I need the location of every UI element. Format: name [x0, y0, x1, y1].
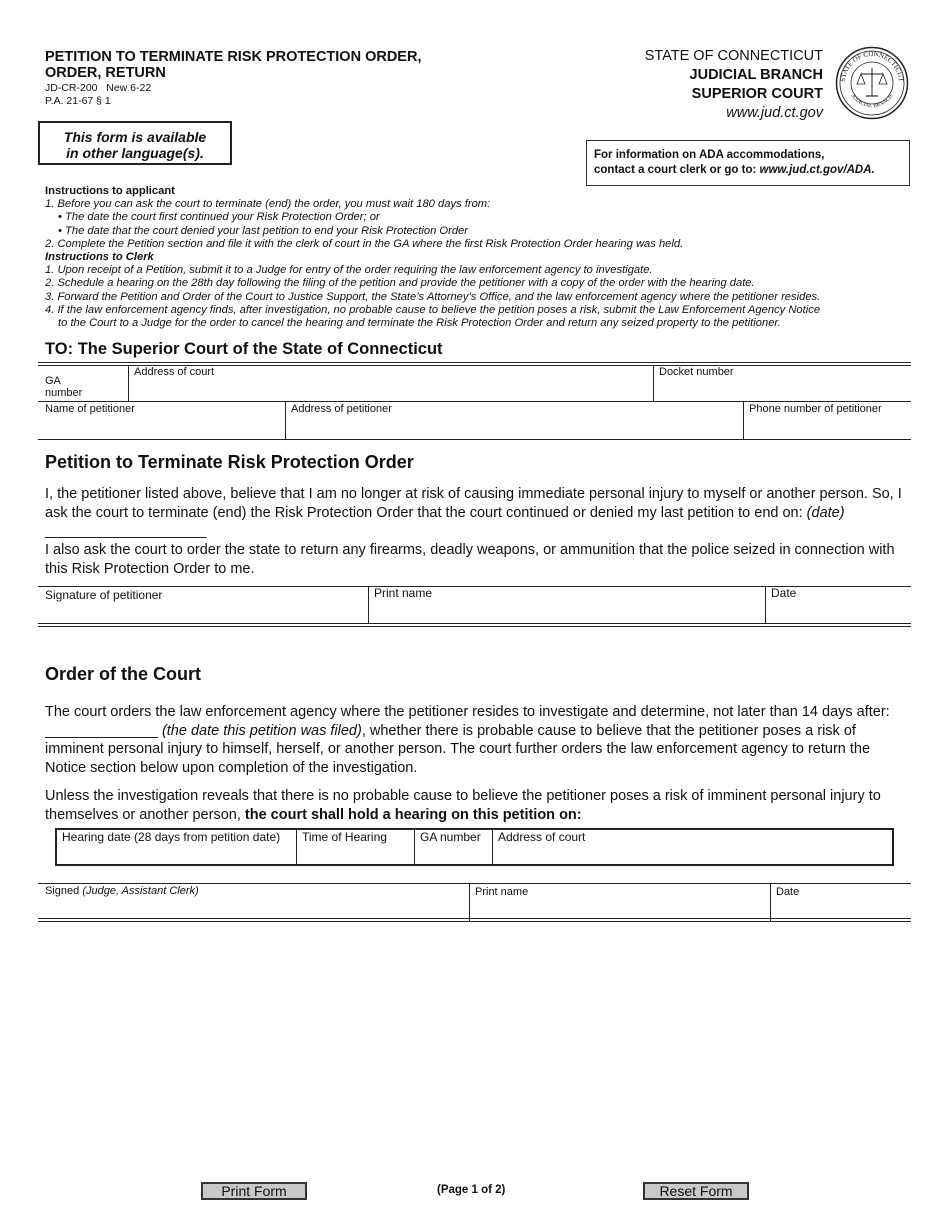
- order-date-note: (the date this petition was filed): [161, 722, 362, 739]
- applicant-instruction: 2. Complete the Petition section and file it with the clerk of court in the GA where the first Risk Protection Order hearing was held.: [45, 237, 684, 250]
- hearing-date-label: Hearing date (28 days from petition date): [62, 830, 281, 844]
- field-divider: [765, 586, 766, 624]
- field-divider: [414, 830, 415, 864]
- hearing-ga-number-label: GA number: [420, 830, 481, 844]
- ada-info-box: [586, 140, 910, 186]
- applicant-instructions-heading: Instructions to applicant: [45, 185, 175, 197]
- petition-date-field-label: Date: [771, 586, 797, 600]
- signed-label: Signed: [45, 885, 83, 897]
- seal-bottom-text: JUDICIAL BRANCH: [849, 93, 895, 110]
- hearing-date-field[interactable]: [62, 831, 294, 863]
- court-name: SUPERIOR COURT: [691, 86, 823, 102]
- order-paragraph-1: [45, 703, 913, 777]
- language-line2: in other language(s).: [66, 145, 204, 161]
- instructions: [45, 185, 915, 330]
- clerk-instruction: 3. Forward the Petition and Order of the Court to Justice Support, the State’s Attorney’s Office, and the law enforcement agency where the petitioner resides.: [45, 290, 821, 303]
- hearing-ga-number-field[interactable]: [420, 831, 492, 863]
- phone-of-petitioner-label: Phone number of petitioner: [749, 403, 882, 415]
- field-rule: [38, 918, 911, 922]
- clerk-instruction: 2. Schedule a hearing on the 28th day following the filing of the petition and provide the petitioner with a copy of the order with the hearing date.: [45, 277, 755, 290]
- field-rule: [38, 883, 911, 884]
- court-identity: [645, 47, 823, 123]
- phone-of-petitioner-field[interactable]: [749, 403, 909, 439]
- clerk-instruction: 4. If the law enforcement agency finds, after investigation, no probable cause to believe the petition poses a risk, submit the Law Enforcement Agency Notice: [45, 303, 821, 316]
- signed-role-label: (Judge, Assistant Clerk): [82, 885, 199, 897]
- order-text: , whether there is probable cause to believe that the petitioner poses a risk of imminent personal injury to himself, herself, or another person. The court further orders the law enforcement agency to return the Notice section below upon completion of the investigation.: [45, 722, 871, 776]
- petition-print-name-field[interactable]: [374, 587, 762, 621]
- petition-date-field[interactable]: [771, 587, 909, 621]
- address-of-petitioner-field[interactable]: [291, 403, 741, 439]
- signature-of-petitioner-field[interactable]: [45, 589, 365, 623]
- form-title-line2: ORDER, RETURN: [45, 65, 166, 81]
- hearing-address-field[interactable]: [498, 831, 888, 863]
- clerk-instructions-heading: Instructions to Clerk: [45, 251, 154, 264]
- ga-number-label: GA number: [45, 375, 83, 399]
- field-rule: [38, 439, 911, 440]
- form-title-line1: PETITION TO TERMINATE RISK PROTECTION ORDER,: [45, 49, 422, 65]
- name-of-petitioner-field[interactable]: [45, 403, 283, 439]
- ada-link[interactable]: www.jud.ct.gov/ADA.: [759, 164, 875, 176]
- form-number-block: [45, 82, 151, 108]
- field-divider: [128, 366, 129, 401]
- petition-text: I, the petitioner listed above, believe that I am no longer at risk of causing immediate personal injury to myself or another person. So, I ask the court to terminate (end) the Risk Protection Order that the court continued or denied my last petition to end on:: [45, 486, 902, 521]
- signed-field[interactable]: [45, 885, 465, 919]
- order-date-label: Date: [776, 886, 800, 898]
- field-divider: [653, 366, 654, 401]
- print-form-button[interactable]: Print Form: [201, 1182, 307, 1200]
- order-text: The court orders the law enforcement agency where the petitioner resides to investigate and determine, not later than 14 days after: ______________: [45, 704, 890, 739]
- petition-heading: Petition to Terminate Risk Protection Order: [45, 452, 414, 472]
- applicant-instruction: • The date that the court denied your last petition to end your Risk Protection Order: [58, 224, 468, 237]
- field-divider: [469, 883, 470, 921]
- hearing-box: [55, 828, 894, 866]
- time-of-hearing-label: Time of Hearing: [302, 830, 387, 844]
- order-hearing-statement: the court shall hold a hearing on this petition on:: [244, 806, 582, 823]
- name-of-petitioner-label: Name of petitioner: [45, 403, 135, 415]
- docket-number-label: Docket number: [659, 366, 734, 378]
- petition-date-label: (date): [806, 504, 845, 521]
- field-divider: [492, 830, 493, 864]
- time-of-hearing-field[interactable]: [302, 831, 412, 863]
- address-of-petitioner-label: Address of petitioner: [291, 403, 392, 415]
- hearing-address-label: Address of court: [498, 830, 586, 844]
- field-divider: [770, 883, 771, 921]
- to-court-heading: TO: The Superior Court of the State of Connecticut: [45, 340, 443, 358]
- petition-paragraph-1: [45, 485, 913, 541]
- state-name: STATE OF CONNECTICUT: [644, 48, 823, 64]
- field-divider: [296, 830, 297, 864]
- order-text: Unless the investigation reveals that there is no probable cause to believe the petitioner poses a risk of imminent personal injury to themselves or another person,: [45, 788, 881, 823]
- order-paragraph-2: [45, 787, 913, 824]
- petition-date-blank[interactable]: ____________________: [45, 523, 207, 539]
- page-indicator: (Page 1 of 2): [437, 1184, 506, 1196]
- order-print-name-field[interactable]: [475, 886, 767, 920]
- reset-form-button[interactable]: Reset Form: [643, 1182, 749, 1200]
- clerk-instruction: 1. Upon receipt of a Petition, submit it to a Judge for entry of the order requiring the law enforcement agency to investigate.: [45, 264, 653, 277]
- language-line1: This form is available: [63, 129, 207, 145]
- field-divider: [743, 401, 744, 439]
- statute-reference: P.A. 21-67 § 1: [45, 95, 111, 107]
- signature-of-petitioner-label: Signature of petitioner: [45, 588, 163, 602]
- state-seal-icon: [835, 46, 909, 120]
- petition-paragraph-2: I also ask the court to order the state to return any firearms, deadly weapons, or ammunition that the police seized in connection with this Risk Protection Order to me.: [45, 542, 895, 577]
- order-heading: Order of the Court: [45, 664, 201, 684]
- field-rule: [38, 623, 911, 627]
- applicant-instruction: 1. Before you can ask the court to terminate (end) the order, you must wait 180 days from:: [45, 198, 491, 211]
- docket-number-field[interactable]: [659, 366, 909, 400]
- address-of-court-field[interactable]: [134, 366, 652, 400]
- branch-name: JUDICIAL BRANCH: [689, 67, 823, 83]
- order-date-field[interactable]: [776, 886, 909, 920]
- ada-line1: For information on ADA accommodations,: [594, 149, 825, 161]
- form-number: JD-CR-200 New 6-22: [45, 82, 152, 94]
- field-divider: [285, 401, 286, 439]
- language-availability-box[interactable]: [38, 121, 232, 165]
- field-rule: [38, 401, 911, 402]
- applicant-instruction: • The date the court first continued your Risk Protection Order; or: [58, 211, 380, 224]
- website-link[interactable]: www.jud.ct.gov: [726, 105, 823, 121]
- petition-print-name-label: Print name: [374, 586, 433, 600]
- seal-top-text: STATE OF CONNECTICUT: [838, 49, 906, 83]
- form-title: [45, 49, 421, 81]
- order-print-name-label: Print name: [475, 886, 529, 898]
- clerk-instruction: to the Court to a Judge for the order to cancel the hearing and terminate the Risk Protection Order and return any seized property to the petitioner.: [58, 317, 781, 330]
- address-of-court-label: Address of court: [134, 366, 215, 378]
- field-divider: [368, 586, 369, 624]
- ada-line2: contact a court clerk or go to:: [594, 164, 760, 176]
